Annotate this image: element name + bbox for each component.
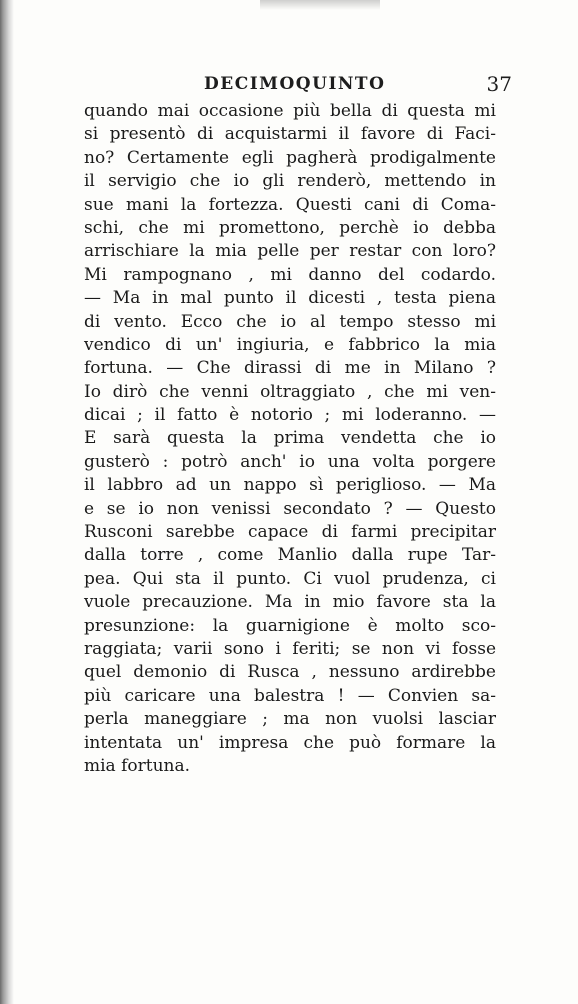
text-line: il servigio che io gli renderò, mettendo in [84,171,496,192]
running-head: DECIMOQUINTO [204,74,386,94]
text-line: pea. Qui sta il punto. Ci vuol prudenza, ci [84,568,496,589]
text-line: gusterò : potrò anch' io una volta porgere [84,451,496,472]
text-line: Io dirò che venni oltraggiato , che mi ven- [84,381,496,402]
text-line: quel demonio di Rusca , nessuno ardirebbe [84,662,496,683]
text-line: fortuna. — Che dirassi di me in Milano ? [84,358,496,379]
text-line: dicai ; il fatto è notorio ; mi loderanno. — [84,405,496,426]
text-line: si presentò di acquistarmi il favore di Faci- [84,124,496,145]
text-line: e se io non venissi secondato ? — Questo [84,498,496,519]
text-line: arrischiare la mia pelle per restar con loro? [84,241,496,262]
page-number: 37 [486,72,512,96]
text-line: E sarà questa la prima vendetta che io [84,428,496,449]
text-line: Rusconi sarebbe capace di farmi precipitar [84,522,496,543]
text-line: più caricare una balestra ! — Convien sa- [84,685,496,706]
text-line: vuole precauzione. Ma in mio favore sta la [84,592,496,613]
text-line: dalla torre , come Manlio dalla rupe Tar- [84,545,496,566]
body-text [84,100,496,778]
text-line: — Ma in mal punto il dicesti , testa piena [84,288,496,309]
text-line: perla maneggiare ; ma non vuolsi lasciar [84,709,496,730]
text-line: no? Certamente egli pagherà prodigalmente [84,147,496,168]
page-header [84,72,516,100]
text-line: presunzione: la guarnigione è molto sco- [84,615,496,636]
text-line: di vento. Ecco che io al tempo stesso mi [84,311,496,332]
text-line: Mi rampognano , mi danno del codardo. [84,264,496,285]
text-line: sue mani la fortezza. Questi cani di Coma- [84,194,496,215]
text-line: intentata un' impresa che può formare la [84,732,496,753]
scan-smudge [260,0,380,10]
text-line: quando mai occasione più bella di questa mi [84,101,496,121]
text-line: mia fortuna. [84,755,191,776]
binding-shadow [0,0,14,1004]
text-line: il labbro ad un nappo sì periglioso. — Ma [84,475,496,496]
text-line: schi, che mi promettono, perchè io debba [84,217,496,238]
text-line: vendico di un' ingiuria, e fabbrico la mia [84,334,496,355]
text-line: raggiata; varii sono i feriti; se non vi fosse [84,638,496,659]
